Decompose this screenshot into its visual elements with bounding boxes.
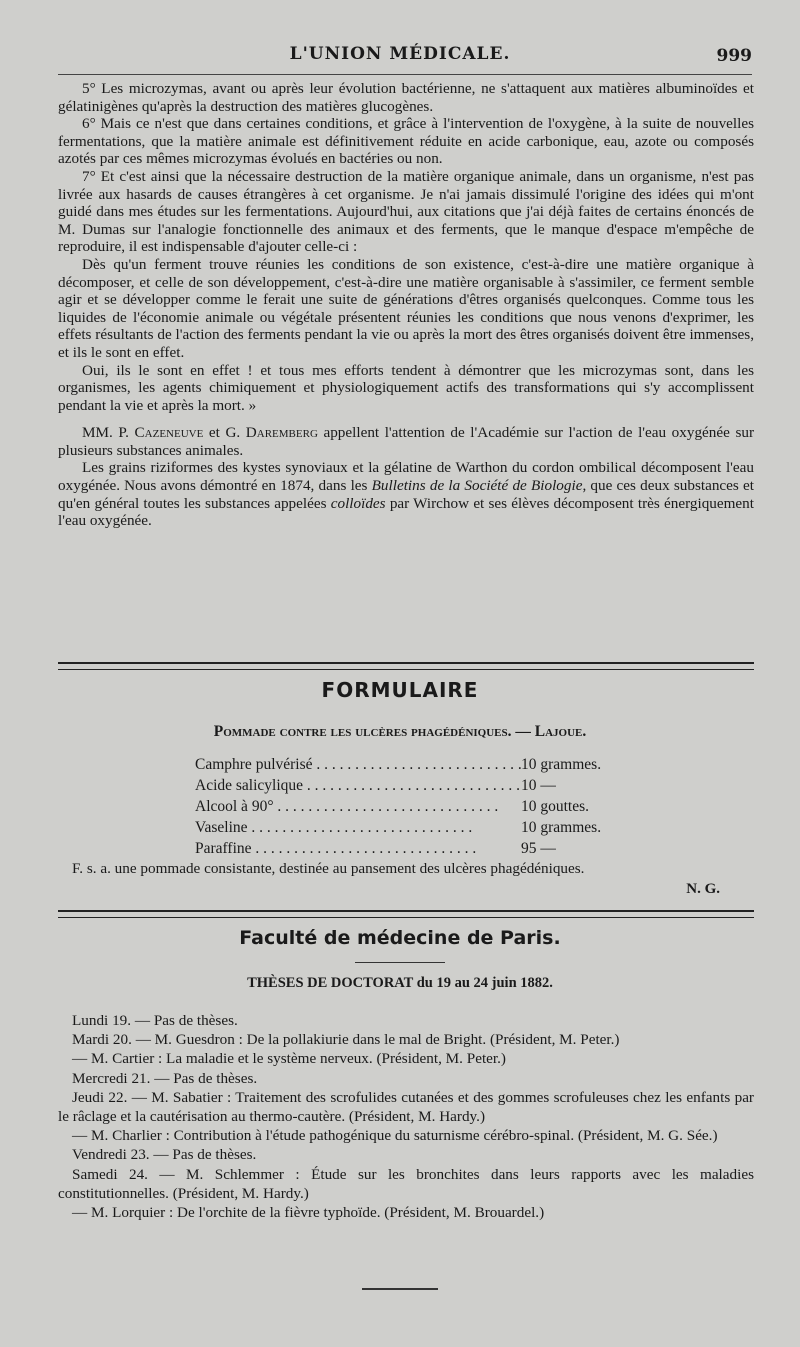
theses-title: THÈSES DE DOCTORAT du 19 au 24 juin 1882. [247, 975, 553, 991]
author-daremberg: Daremberg [245, 424, 318, 442]
schedule-line: Vendredi 23. — Pas de thèses. [72, 1146, 257, 1164]
schedule-line: Mercredi 21. — Pas de thèses. [72, 1069, 258, 1087]
ingredient-qty: 10 grammes. [521, 819, 602, 836]
ingredient-name: Paraffine . . . [195, 838, 521, 859]
paragraph-7: 7° Et c'est ainsi que la nécessaire destruction de la matière organique animale, dans un organisme, n'est pas livrée aux hasards de causes étrangères à cet organisme. Je n'ai jamais dissimulé l'origine des idées qui m'ont guidé dans mes études sur les fermentations. Aujourd'hui, aux citations que j'ai déjà faites de certains énoncés de M. Dumas sur l'analogie fonctionnelle des animaux et des ferments, que le manque d'espace m'empêche de reproduire, il est indispensable d'ajouter celle-ci : [58, 167, 754, 256]
author-initials: N. G. [686, 881, 720, 897]
recipe-title: Pommade contre les ulcères phagédéniques. — Lajoue. [213, 723, 587, 740]
ingredient-row [195, 754, 655, 775]
paragraph-9: Oui, ils le sont en effet ! et tous mes efforts tendent à démontrer que les microzymas sont, dans les organismes, les agents chimiquement et physiologiquement actifs des transformations qui s'y accomplissent pendant la vie et après la mort. » [58, 361, 754, 414]
ingredient-name: Vaseline . . . [195, 817, 521, 838]
schedule-line: — M. Charlier : Contribution à l'étude pathogénique du saturnisme cérébro-spinal. (Président, M. G. Sée.) [72, 1127, 718, 1145]
ingredient-name: Acide salicylique . . . [195, 775, 521, 796]
ingredient-qty: 10 grammes. [521, 756, 602, 773]
p10-rest: appellent l'attention de l'Académie sur l'action de l'eau oxygénée sur plusieurs substances animales. [58, 424, 755, 459]
ingredient-qty: 10 — [521, 777, 556, 794]
p11-a: Les grains riziformes des kystes synoviaux et la gélatine de Warthon du cordon ombilical décomposent l'eau oxygénée. Nous avons démontré en 1874, dans les [58, 459, 754, 495]
ingredient-name: Alcool à 90° . . . [195, 796, 521, 817]
ingredient-qty: 95 — [521, 840, 556, 857]
schedule-line: — M. Lorquier : De l'orchite de la fièvre typhoïde. (Président, M. Brouardel.) [72, 1204, 545, 1222]
header-rule [58, 74, 752, 75]
schedule-line: Mardi 20. — M. Guesdron : De la pollakiurie dans le mal de Bright. (Président, M. Peter.) [72, 1031, 620, 1049]
paragraph-6: 6° Mais ce n'est que dans certaines conditions, et grâce à l'intervention de l'oxygène, à la suite de nouvelles fermentations, que la matière animale est définitivement réduite en acide carbonique, eau, azote ou composés azotés par ces mêmes microzymas évolués en bactéries ou non. [58, 115, 754, 168]
ingredient-row [195, 817, 655, 838]
ingredient-qty: 10 gouttes. [521, 798, 590, 815]
ingredient-row [195, 775, 655, 796]
paragraph-11 [58, 459, 754, 529]
section-rule [58, 662, 754, 670]
ingredient-name: Camphre pulvérisé . . . [195, 754, 521, 775]
faculte-title: Faculté de médecine de Paris. [239, 927, 561, 949]
recipe-instructions: F. s. a. une pommade consistante, destinée au pansement des ulcères phagédéniques. [72, 860, 585, 877]
paragraph-5: 5° Les microzymas, avant ou après leur évolution bactérienne, ne s'attaquent aux matières albuminoïdes et gélatinigènes qu'après la destruction des matières glucogènes. [58, 80, 754, 115]
section-rule [58, 910, 754, 918]
p10-intro: MM. P. [82, 424, 129, 442]
paragraph-8: Dès qu'un ferment trouve réunies les conditions de son existence, c'est-à-dire une matière organique à décomposer, et celle de son développement, c'est-à-dire une matière organisable à s'assimiler, ce ferment semble agir et se développer comme le ferait une suite de générations d'êtres organisés quelconques. Comme tous les liquides de l'économie animale ou végétale présentent réunies les conditions que nous venons d'exprimer, les effets résultants de l'action des ferments pendant la vie ou après la mort des êtres organisés doivent être immenses, et ils le sont en effet. [58, 255, 754, 361]
schedule-line: Jeudi 22. — M. Sabatier : Traitement des scrofulides cutanées et des gommes scrofuleuses chez les enfants par le râclage et la cautérisation au thermo-cautère. (Président, M. Hardy.) [58, 1088, 754, 1126]
ingredient-row [195, 796, 655, 817]
page-number: 999 [716, 46, 752, 66]
schedule-line: Samedi 24. — M. Schlemmer : Étude sur les bronchites dans leurs rapports avec les maladies constitutionnelles. (Président, M. Hardy.) [58, 1165, 754, 1202]
page-header [0, 40, 800, 70]
ingredient-row [195, 838, 655, 859]
running-title: L'UNION MÉDICALE. [289, 44, 511, 64]
theses-schedule [58, 1011, 754, 1222]
title-underline [355, 962, 445, 963]
p11-colloides: colloïdes [330, 494, 386, 512]
schedule-line: — M. Cartier : La maladie et le système nerveux. (Président, M. Peter.) [72, 1050, 506, 1068]
formulaire-title: FORMULAIRE [321, 678, 479, 702]
paragraph-10 [58, 424, 754, 459]
p11-journal: Bulletins de la Société de Biologie [371, 477, 583, 495]
end-rule [362, 1288, 438, 1290]
p11-c: par Wirchow et ses élèves décomposent très énergiquement l'eau oxygénée. [58, 494, 754, 530]
p11-b: , que ces deux substances et qu'en général toutes les substances appelées [58, 477, 754, 512]
p10-mid: et G. [208, 424, 241, 442]
schedule-line: Lundi 19. — Pas de thèses. [72, 1012, 238, 1029]
ingredient-list [195, 754, 655, 859]
article-body [58, 80, 754, 530]
author-cazeneuve: Cazeneuve [134, 424, 204, 442]
